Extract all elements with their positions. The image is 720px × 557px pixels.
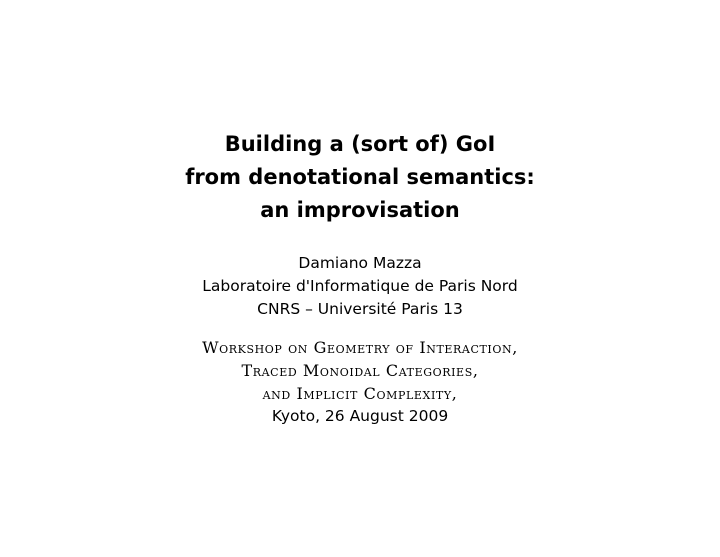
title-line-3: an improvisation	[260, 198, 460, 222]
title-line-2: from denotational semantics:	[185, 165, 535, 189]
event-line-2: Traced Monoidal Categories,	[241, 361, 479, 380]
author-block	[0, 252, 720, 321]
event-place-date: Kyoto, 26 August 2009	[271, 407, 449, 425]
event-line-1: Workshop on Geometry of Interaction,	[202, 338, 518, 357]
title-line-1: Building a (sort of) GoI	[224, 132, 496, 156]
author-name: Damiano Mazza	[298, 254, 422, 272]
event-line-3: and Implicit Complexity,	[262, 384, 458, 403]
slide-title	[0, 128, 720, 227]
event-block	[0, 336, 720, 428]
author-affiliation-lab: Laboratoire d'Informatique de Paris Nord	[202, 277, 518, 295]
author-affiliation-institution: CNRS – Université Paris 13	[257, 300, 463, 318]
